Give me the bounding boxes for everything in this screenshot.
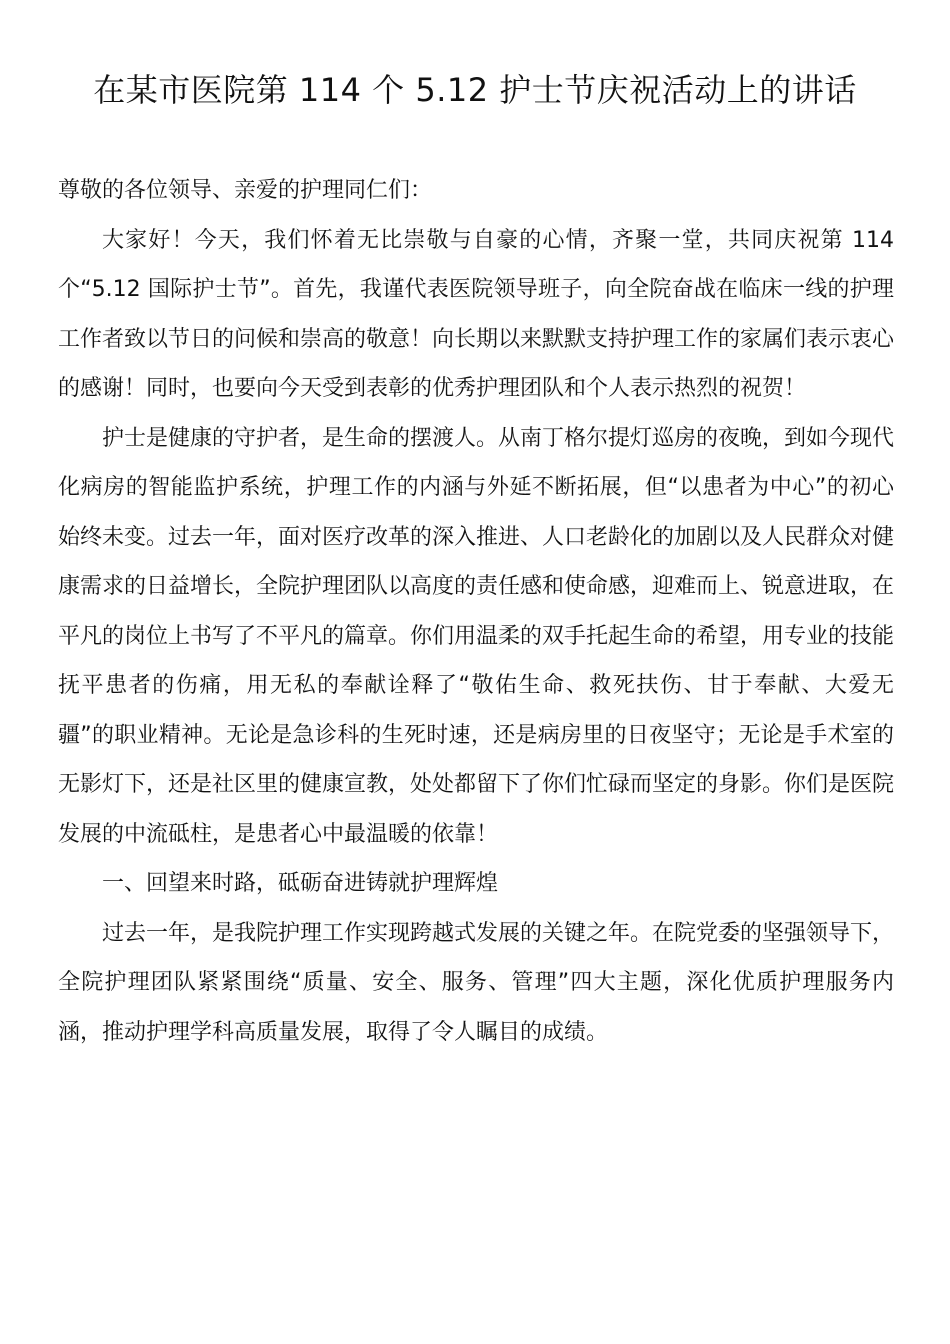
- section-heading: 一、回望来时路，砥砺奋进铸就护理辉煌: [102, 871, 499, 896]
- paragraph-greeting: 大家好！今天，我们怀着无比崇敬与自豪的心情，齐聚一堂，共同庆祝第 114 个“5.12 国际护士节”。首先，我谨代表医院领导班子，向全院奋战在临床一线的护理工作者致以节日的问候和崇高的敬意！向长期以来默默支持护理工作的家属们表示衷心的感谢！同时，也要向今天受到表彰的优秀护理团队和个人表示热烈的祝贺！: [58, 227, 895, 401]
- document-title: 在某市医院第 114 个 5.12 护士节庆祝活动上的讲话: [93, 71, 857, 109]
- paragraph-nurses-role: 护士是健康的守护者，是生命的摆渡人。从南丁格尔提灯巡房的夜晚，到如今现代化病房的智能监护系统，护理工作的内涵与外延不断拓展，但“以患者为中心”的初心始终未变。过去一年，面对医疗改革的深入推进、人口老龄化的加剧以及人民群众对健康需求的日益增长，全院护理团队以高度的责任感和使命感，迎难而上、锐意进取，在平凡的岗位上书写了不平凡的篇章。你们用温柔的双手托起生命的希望，用专业的技能抚平患者的伤痛，用无私的奉献诠释了“敬佑生命、救死扶伤、甘于奉献、大爱无疆”的职业精神。无论是急诊科的生死时速，还是病房里的日夜坚守；无论是手术室的无影灯下，还是社区里的健康宣教，处处都留下了你们忙碌而坚定的身影。你们是医院发展的中流砥柱，是患者心中最温暖的依靠！: [58, 425, 895, 847]
- paragraph-past-year: 过去一年，是我院护理工作实现跨越式发展的关键之年。在院党委的坚强领导下，全院护理团队紧紧围绕“质量、安全、服务、管理”四大主题，深化优质护理服务内涵，推动护理学科高质量发展，取得了令人瞩目的成绩。: [58, 920, 895, 1045]
- document-body: [58, 166, 894, 1057]
- salutation: 尊敬的各位领导、亲爱的护理同仁们：: [58, 178, 433, 203]
